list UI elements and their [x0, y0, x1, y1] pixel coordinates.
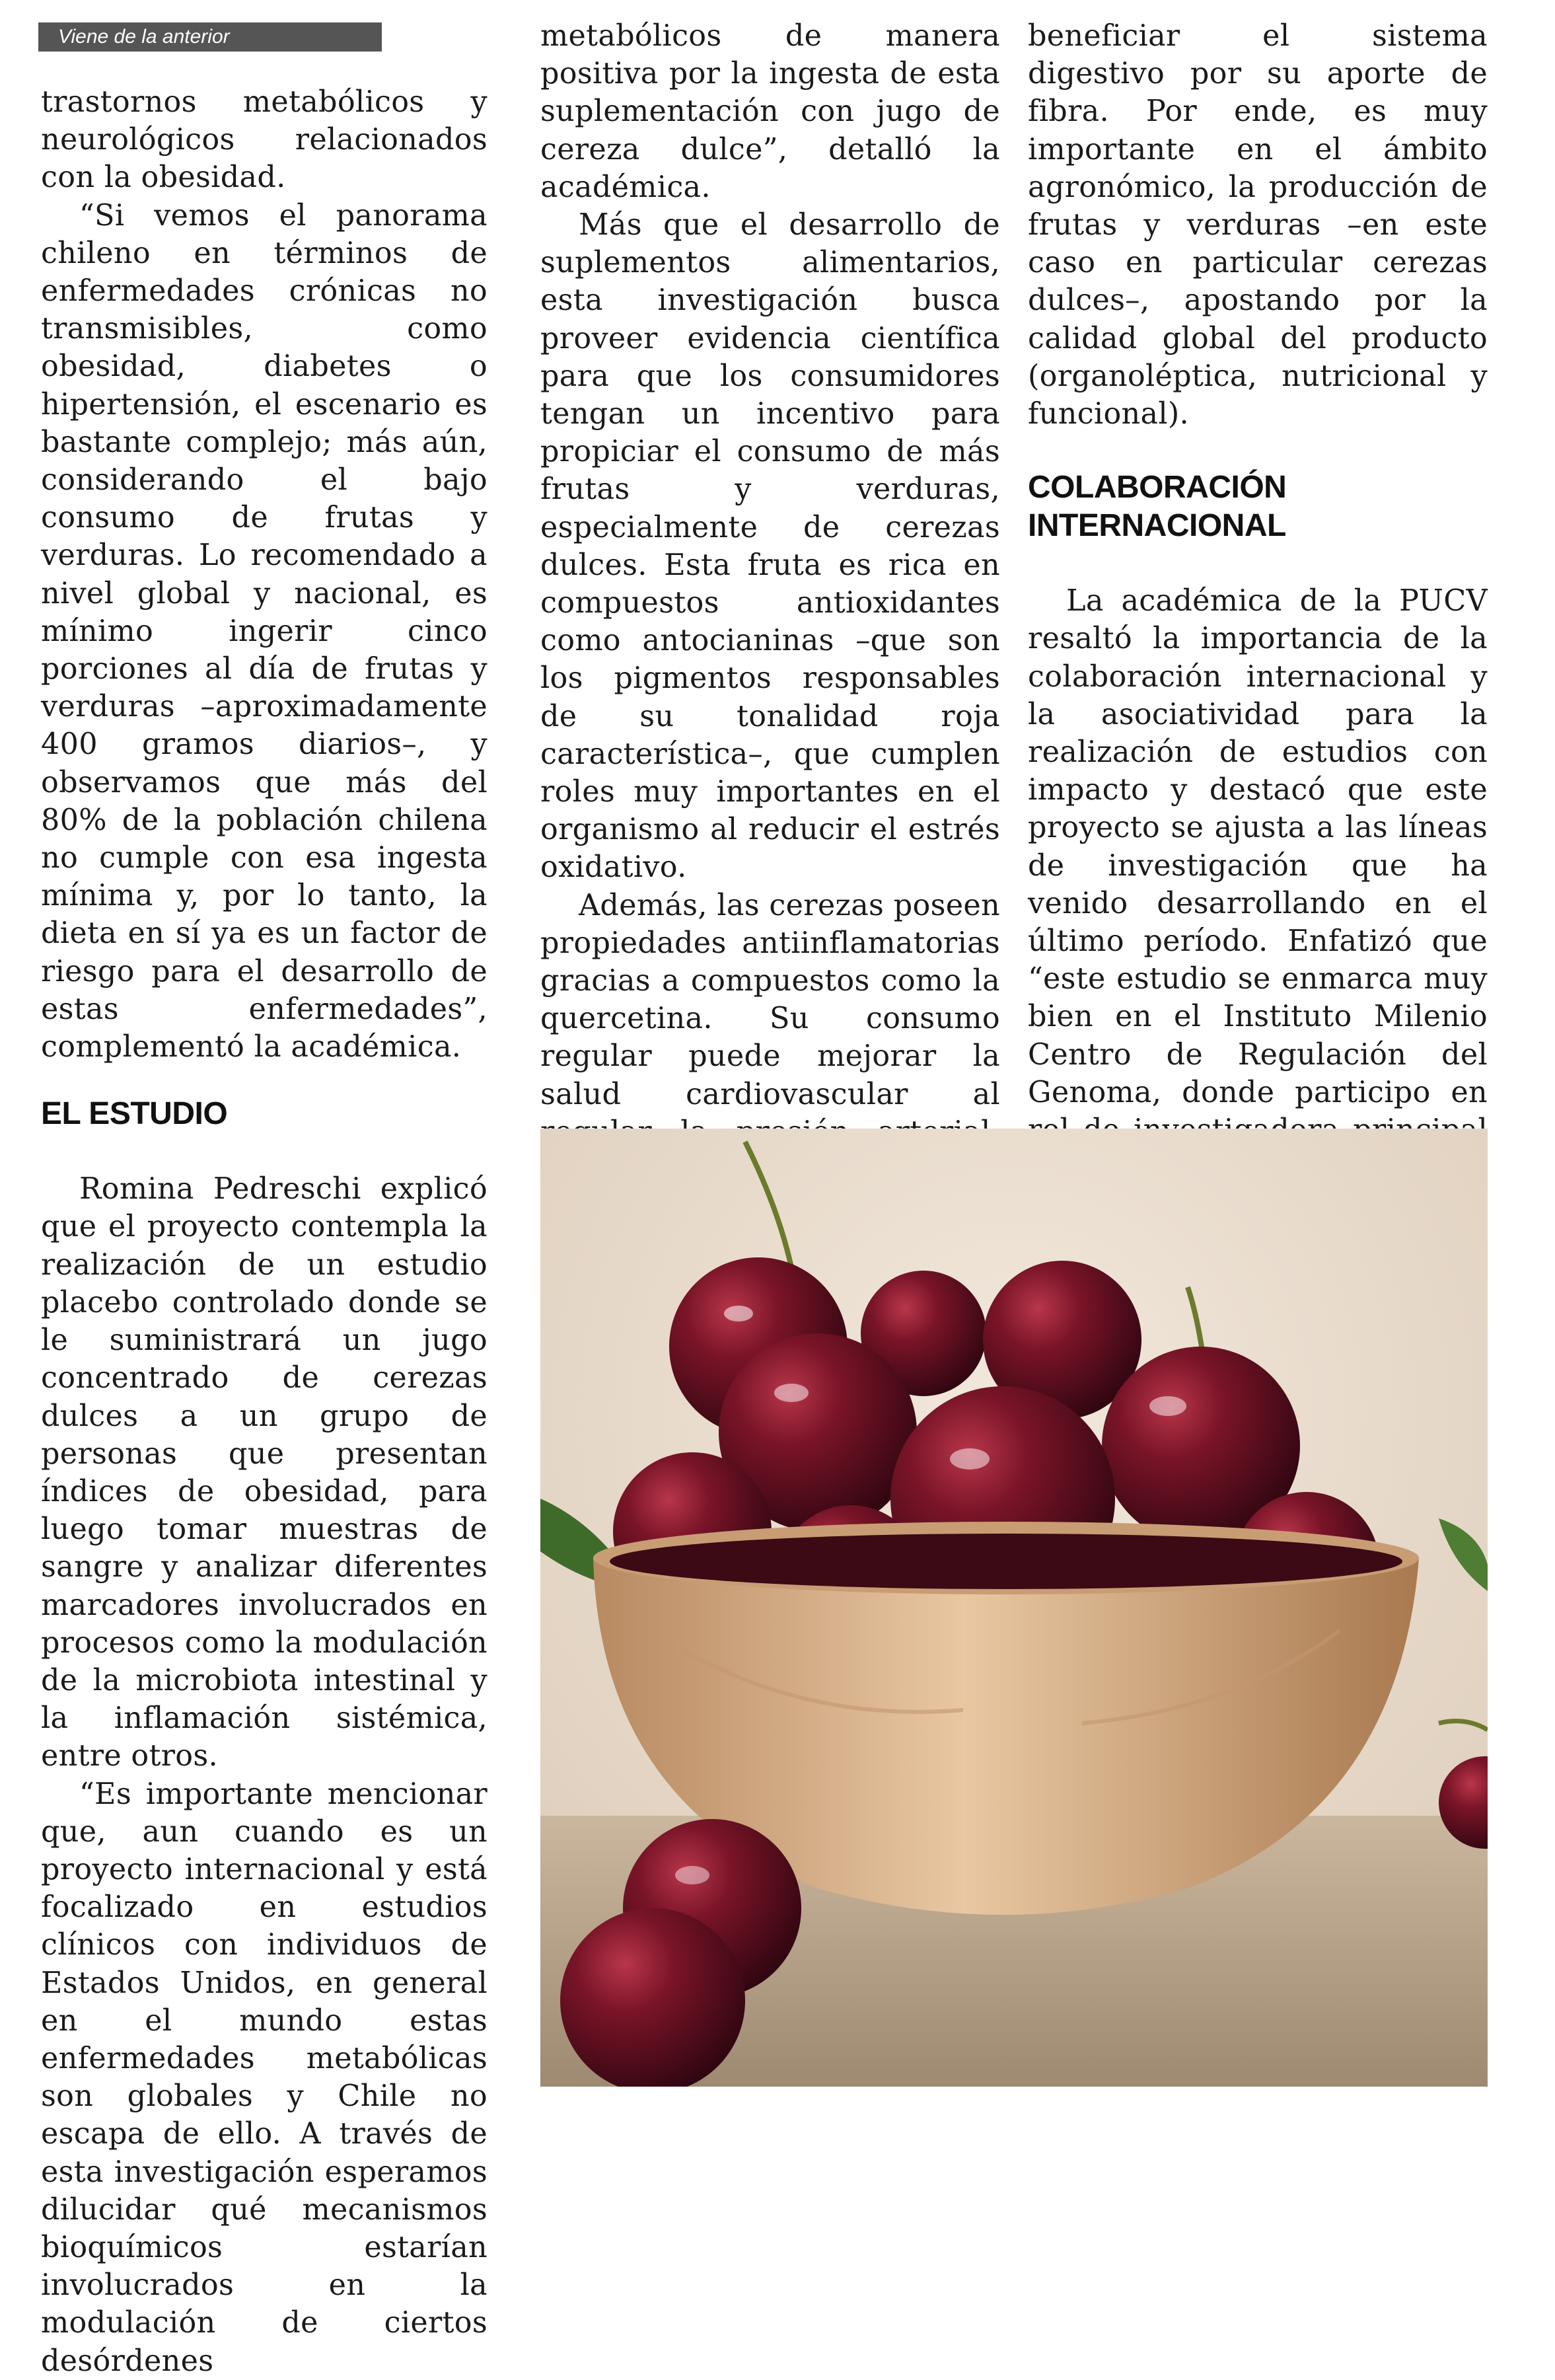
- paragraph: metabólicos de manera positiva por la ingesta de esta suplementación con jugo de cereza dulce”, detalló la académica.: [540, 19, 1000, 204]
- paragraph: Además, las cerezas poseen propiedades antiinflamatorias gracias a compuestos como la quercetina. Su consumo regular puede mejorar la salud cardiovascular al: [540, 888, 1000, 1111]
- cherries-illustration: [540, 1129, 1488, 2087]
- paragraph: Más que el desarrollo de suplementos alimentarios, esta investigación busca proveer evidencia científica para que los consumidores tengan un incentivo para propiciar el consumo de más frutas y verduras, especialmente de cerezas dulces. Esta fruta es rica en compuestos antioxidantes como antocianinas –que son los pigmentos responsables de su tonalidad roja característica–, que cumplen roles muy importantes en el organismo al reducir el estrés oxidativo.: [540, 208, 1000, 885]
- heading-line: INTERNACIONAL: [1028, 508, 1286, 544]
- paragraph: beneficiar el sistema digestivo por su aporte de fibra. Por ende, es muy importante en el ámbito agronómico, la producción de frutas y verduras –en este caso en particular cerezas dulces–, apostando por la calidad global del producto (organoléptica, nutricional y funcional).: [1028, 19, 1488, 431]
- paragraph: “Es importante mencionar que, aun cuando es un proyecto internacional y está focalizado en estudios clínicos con individuos de Estados Unidos, en general en el mundo estas enfermedades metabólicas son globales y Chile no escapa de ello. A través de esta investigación esperamos dilucidar qué mecanismos bioquímicos estarían involucrados en la modulación de ciertos desórdenes: [41, 1777, 488, 2378]
- section-heading-estudio: EL ESTUDIO: [41, 1096, 228, 1132]
- article-column-2: [540, 17, 1000, 1265]
- paragraph: La académica de la PUCV resaltó la importancia de la colaboración internacional y la asociatividad para la realización de estudios con impacto y destacó que este proyecto se ajusta a las líneas de investigación que ha venido desarrollando en el último período. Enfatizó que “este estudio se enmarca muy bien en el Instituto Milenio Centro de Regulación del Genoma, donde participo en: [1028, 584, 1488, 1109]
- section-kicker: Viene de la anterior: [38, 22, 382, 52]
- section-heading-colaboracion: [1028, 468, 1488, 545]
- cherries-bowl-photo: [540, 1129, 1488, 2087]
- article-column-1: [41, 83, 488, 2380]
- article-column-3: [1028, 17, 1488, 1225]
- heading-line: COLABORACIÓN: [1028, 470, 1287, 505]
- paragraph: “Si vemos el panorama chileno en términos de enfermedades crónicas no transmisibles, como obesidad, diabetes o hipertensión, el escenario es bastante complejo; más aún, considerando el bajo consumo de frutas y verduras. Lo recomendado a nivel global y nacional, es mínimo ingerir cinco porciones al día de frutas y verduras –aproximadamente 400 gramos diarios–, y observamos que más del 80% de la población chilena no cumple con esa ingesta mínima y, por lo tanto, la dieta en sí ya es un factor de riesgo para el desarrollo de estas enfermedades”, complementó la académica.: [41, 198, 488, 1064]
- paragraph: Romina Pedreschi explicó que el proyecto contempla la realización de un estudio placebo controlado donde se le suministrará un jugo concentrado de cerezas dulces a un grupo de personas que presentan índices de obesidad, para luego tomar muestras de sangre y analizar diferentes marcadores involucrados en procesos como la modulación de la microbiota intestinal y la inflamación sistémica, entre otros.: [41, 1172, 488, 1773]
- paragraph: trastornos metabólicos y neurológicos relacionados con la obesidad.: [41, 85, 488, 195]
